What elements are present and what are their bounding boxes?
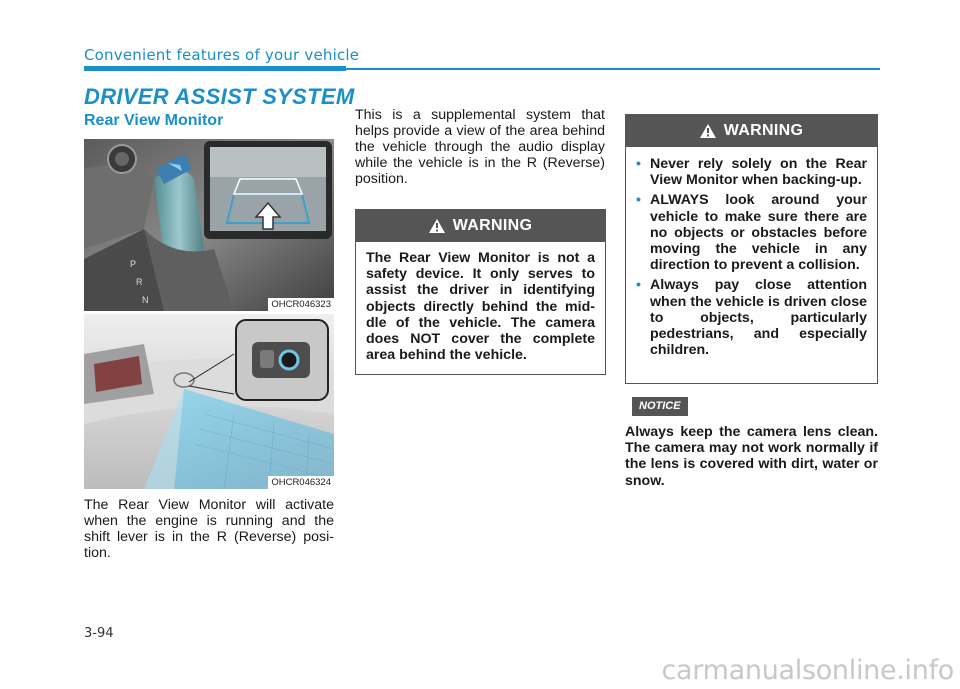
notice-text: Always keep the camera lens clean. The camera may not work normally if the lens is covered with dirt, water or snow. <box>625 424 878 489</box>
warning-heading-1: WARNING <box>452 217 533 234</box>
header-rule-thick <box>84 66 346 71</box>
list-item <box>636 192 867 273</box>
figure-code-1: OHCR046323 <box>268 298 334 311</box>
bullet-dot-icon: • <box>636 192 641 209</box>
warning-text-1: The Rear View Monitor is not a safety device. It only serves to assist the driver in identifying objects directly behind the mid-dle of the vehicle. The camera does NOT cover the complete area behind the vehicle. <box>366 250 595 364</box>
warning-bullet-text: Never rely solely on the Rear View Monitor when backing-up. <box>650 156 867 189</box>
figure-code-2: OHCR046324 <box>268 476 334 489</box>
warning-bullet-text: Always pay close attention when the vehicle is driven close to objects, particularly pedestrians, and especially children. <box>650 277 867 359</box>
warning-triangle-icon <box>700 124 716 138</box>
notice-badge: NOTICE <box>632 397 688 416</box>
figure-shift-lever <box>84 139 334 311</box>
warning-body-2 <box>626 147 877 371</box>
warning-triangle-icon <box>429 219 445 233</box>
warning-heading-2: WARNING <box>723 122 804 139</box>
subheading-rear-view-monitor: Rear View Monitor <box>84 112 224 129</box>
warning-bullet-text: ALWAYS look around your vehicle to make sure there are no objects or obstacles before moving the vehicle in any direction to prevent a collision. <box>650 192 867 274</box>
warning-bullet-list <box>636 156 867 358</box>
warning-box-2 <box>625 114 878 384</box>
header-rule-thin <box>346 68 880 70</box>
bullet-dot-icon: • <box>636 156 641 172</box>
bullet-dot-icon: • <box>636 277 641 294</box>
paragraph-activation: The Rear View Monitor will activate when the engine is running and the shift lever is in the R (Reverse) posi-tion. <box>84 497 334 561</box>
warning-header-1 <box>356 210 605 242</box>
section-title: Convenient features of your vehicle <box>84 46 360 64</box>
rear-camera-illustration <box>84 314 334 489</box>
figure-rear-camera <box>84 314 334 489</box>
warning-box-1 <box>355 209 606 375</box>
list-item <box>636 156 867 188</box>
shifter-label-r: R <box>136 277 143 287</box>
list-item <box>636 277 867 358</box>
paragraph-description: This is a supplemental system that helps provide a view of the area behind the vehicle through the audio display while the vehicle is in the R (Reverse) position. <box>355 107 605 187</box>
chapter-title: DRIVER ASSIST SYSTEM <box>84 84 355 109</box>
shifter-label-p: P <box>130 259 137 269</box>
warning-header-2 <box>626 115 877 147</box>
page-number: 3-94 <box>84 626 114 641</box>
watermark: carmanualsonline.info <box>661 655 954 686</box>
shifter-label-n: N <box>142 295 149 305</box>
shift-lever-illustration <box>84 139 334 311</box>
